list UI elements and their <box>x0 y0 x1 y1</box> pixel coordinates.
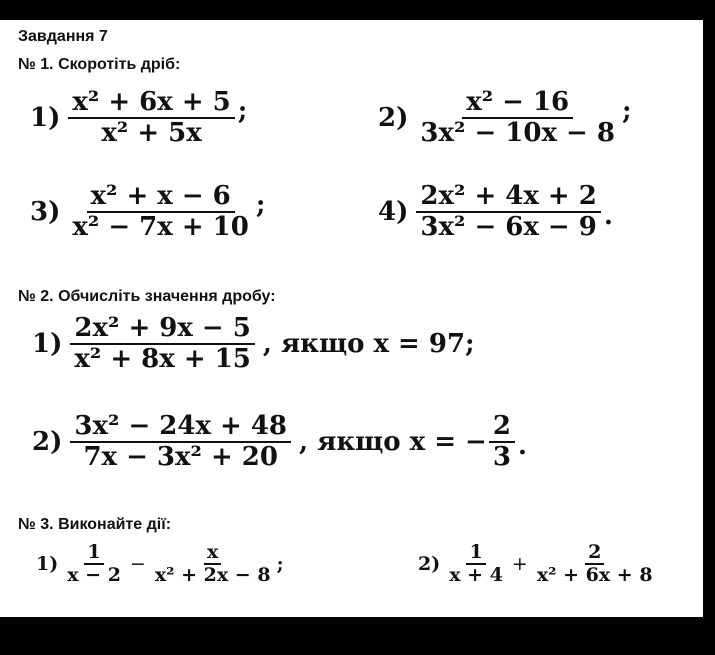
s1-p3-fraction <box>68 182 252 242</box>
s1-problem-1 <box>30 88 247 148</box>
s3-p1-b-denominator: x² + 2x − 8 <box>154 564 271 587</box>
s1-p4-numerator: 2x² + 4x + 2 <box>416 182 600 213</box>
section2-heading: № 2. Обчисліть значення дробу: <box>18 288 276 305</box>
s1-p4-fraction <box>416 182 600 242</box>
s1-p2-fraction <box>416 88 619 148</box>
s1-problem-3 <box>30 182 265 242</box>
s1-p2-denominator: 3x² − 10x − 8 <box>420 118 615 149</box>
s2-p1-fraction <box>70 314 254 374</box>
s2-p1-number: 1) <box>32 329 63 360</box>
s2-p1-numerator: 2x² + 9x − 5 <box>70 314 254 345</box>
s3-p2-a-denominator: x + 4 <box>449 564 503 587</box>
s3-p1-fraction-b <box>152 542 274 587</box>
s3-p2-b-denominator: x² + 6x + 8 <box>536 564 653 587</box>
s1-p3-denominator: x² − 7x + 10 <box>72 212 249 243</box>
s1-problem-4 <box>378 182 613 242</box>
s1-p3-numerator: x² + x − 6 <box>87 182 235 213</box>
s2-p1-denominator: x² + 8x + 15 <box>74 344 251 375</box>
s3-p2-fraction-a <box>446 542 506 587</box>
s3-problem-1 <box>36 542 284 587</box>
s3-problem-2 <box>418 542 656 587</box>
bottom-black-bar <box>0 617 715 655</box>
s2-p2-condition: , якщо x = − <box>299 427 487 458</box>
s2-p2-tail: . <box>517 431 527 462</box>
s3-p2-a-numerator: 1 <box>466 542 485 565</box>
s1-p1-tail: ; <box>237 96 248 127</box>
s2-p2-value-denominator: 3 <box>492 442 511 473</box>
s2-p2-value-numerator: 2 <box>489 412 515 443</box>
s1-p1-fraction <box>68 88 234 148</box>
s3-p1-b-numerator: x <box>204 542 221 565</box>
s1-p2-numerator: x² − 16 <box>462 88 573 119</box>
section3-heading: № 3. Виконайте дії: <box>18 516 172 533</box>
s3-p2-number: 2) <box>418 553 441 576</box>
s2-problem-2 <box>32 412 527 472</box>
s3-p2-operator: + <box>511 553 528 576</box>
s1-p3-number: 3) <box>30 197 61 228</box>
s3-p2-b-numerator: 2 <box>585 542 604 565</box>
s1-p1-denominator: x² + 5x <box>101 118 202 149</box>
s3-p1-number: 1) <box>36 553 59 576</box>
s3-p1-a-numerator: 1 <box>84 542 103 565</box>
s2-p1-condition: , якщо x = 97; <box>262 329 475 360</box>
s3-p2-fraction-b <box>534 542 656 587</box>
s3-p1-operator: − <box>129 553 146 576</box>
s2-problem-1 <box>32 314 475 374</box>
s3-p1-fraction-a <box>64 542 124 587</box>
s2-p2-denominator: 7x − 3x² + 20 <box>83 442 278 473</box>
s2-p2-value-fraction <box>489 412 515 472</box>
s3-p1-tail: ; <box>276 553 284 576</box>
s3-p1-a-denominator: x − 2 <box>67 564 121 587</box>
task-title: Завдання 7 <box>18 28 108 45</box>
s1-p2-number: 2) <box>378 103 409 134</box>
s2-p2-number: 2) <box>32 427 63 458</box>
s1-p3-tail: ; <box>255 190 266 221</box>
s1-p4-denominator: 3x² − 6x − 9 <box>420 212 597 243</box>
s2-p2-numerator: 3x² − 24x + 48 <box>70 412 291 443</box>
section1-heading: № 1. Скоротіть дріб: <box>18 56 181 73</box>
s1-p1-numerator: x² + 6x + 5 <box>68 88 234 119</box>
top-black-bar <box>0 0 715 20</box>
worksheet <box>0 20 703 617</box>
s1-p2-tail: ; <box>621 96 632 127</box>
s1-p4-tail: . <box>603 201 613 232</box>
s1-p1-number: 1) <box>30 103 61 134</box>
s1-p4-number: 4) <box>378 197 409 228</box>
s2-p2-fraction <box>70 412 291 472</box>
s1-problem-2 <box>378 88 632 148</box>
